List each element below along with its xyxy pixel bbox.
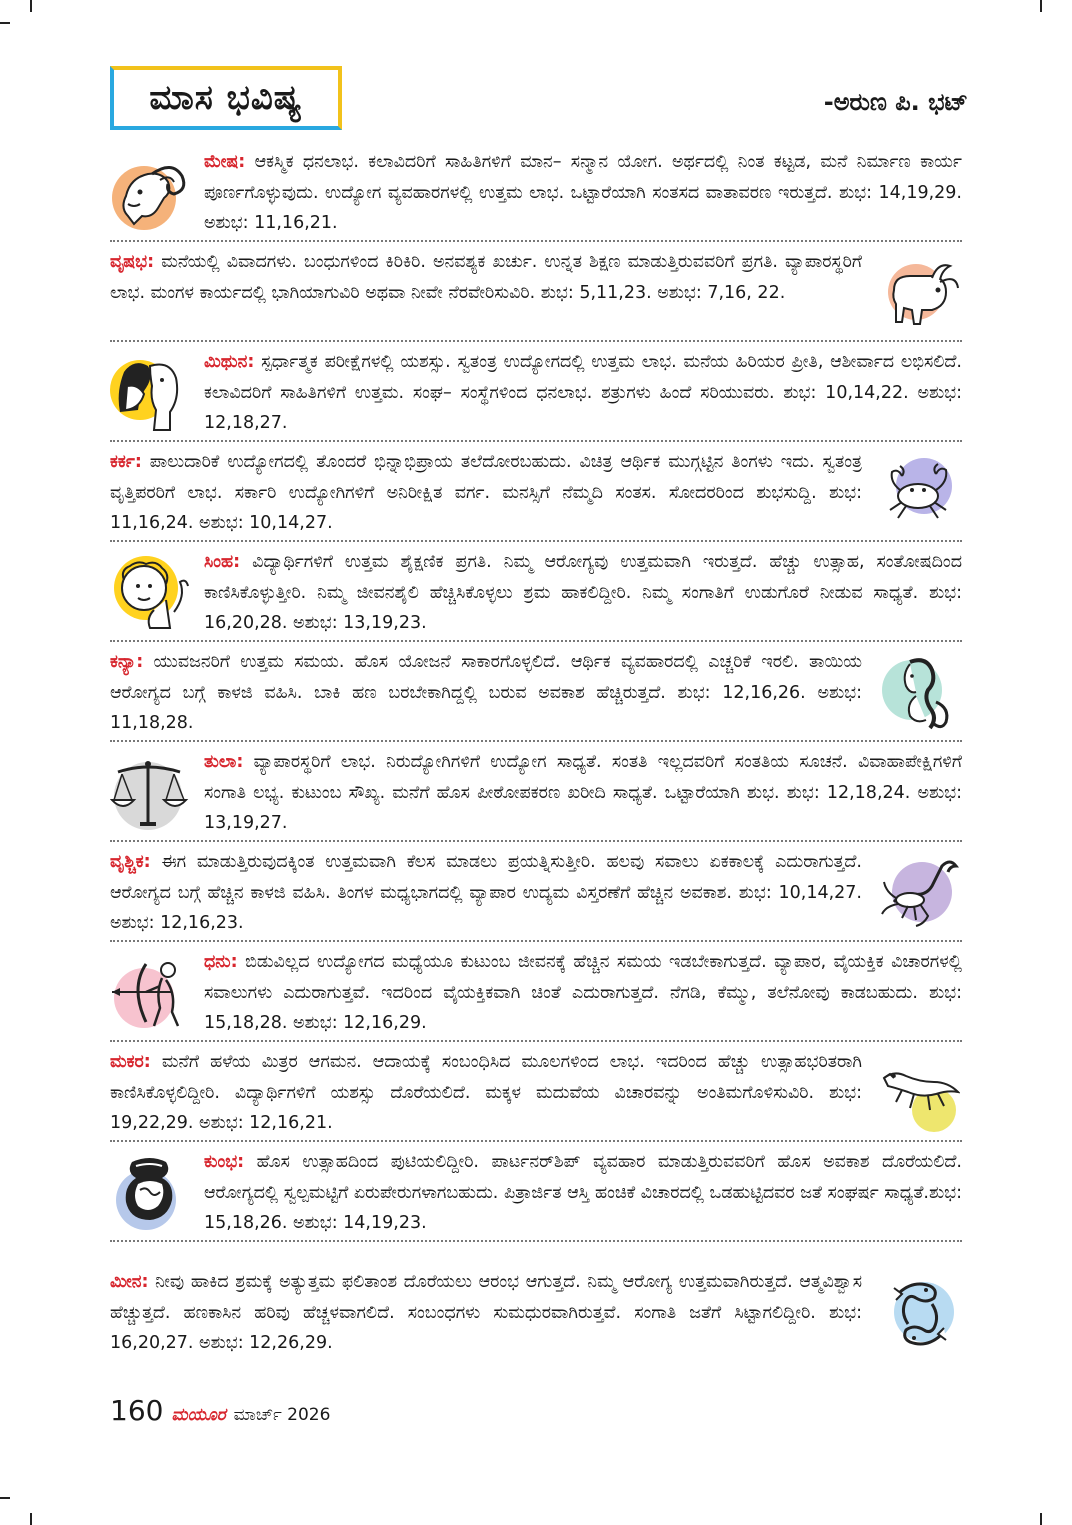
prediction-text: ವ್ಯಾಪಾರಸ್ಥರಿಗೆ ಲಾಭ. ನಿರುದ್ಯೋಗಿಗಳಿಗೆ ಉದ್ಯೋಗ ಸಾಧ್ಯತೆ. ಸಂತತಿ ಇಲ್ಲದವರಿಗೆ ಸಂತತಿಯ ಸೂಚನೆ. ವಿವಾಹಾಪೇಕ್ಷಿಗಳಿಗೆ ಸಂಗಾತಿ ಲಭ್ಯ. ಕುಟುಂಬ ಸೌಖ್ಯ. ಮನೆಗೆ ಹೊಸ ಪೀಠೋಪಕರಣ ಖರೀದಿ ಸಾಧ್ಯತೆ. ಒಟ್ಟಾರೆಯಾಗಿ ಶುಭ. ಶುಭ: 12,18,24. ಅಶುಭ: 13,19,27.	[204, 752, 962, 833]
sign-name: ಮೇಷ:	[204, 152, 246, 172]
bull-icon	[880, 252, 960, 332]
page-footer	[110, 1394, 330, 1427]
horoscope-text	[110, 1267, 862, 1359]
prediction-text: ಪಾಲುದಾರಿಕೆ ಉದ್ಯೋಗದಲ್ಲಿ ತೊಂದರೆ ಭಿನ್ನಾಭಿಪ್ರಾಯ ತಲೆದೋರಬಹುದು. ವಿಚಿತ್ರ ಆರ್ಥಿಕ ಮುಗ್ಗಟ್ಟಿನ ತಿಂಗಳು ಇದು. ಸ್ವತಂತ್ರ ವೃತ್ತಿಪರರಿಗೆ ಲಾಭ. ಸರ್ಕಾರಿ ಉದ್ಯೋಗಿಗಳಿಗೆ ಅನಿರೀಕ್ಷಿತ ವರ್ಗ. ಮನಸ್ಸಿಗೆ ನೆಮ್ಮದಿ ಸಂತಸ. ಸೋದರರಿಂದ ಶುಭಸುದ್ದಿ. ಶುಭ: 11,16,24. ಅಶುಭ: 10,14,27.	[110, 452, 862, 533]
crop-mark	[0, 1497, 10, 1499]
prediction-text: ಮನೆಯಲ್ಲಿ ವಿವಾದಗಳು. ಬಂಧುಗಳಿಂದ ಕಿರಿಕಿರಿ. ಅನವಶ್ಯಕ ಖರ್ಚು. ಉನ್ನತ ಶಿಕ್ಷಣ ಮಾಡುತ್ತಿರುವವರಿಗೆ ಪ್ರಗತಿ. ವ್ಯಾಪಾರಸ್ಥರಿಗೆ ಲಾಭ. ಮಂಗಳ ಕಾರ್ಯದಲ್ಲಿ ಭಾಗಿಯಾಗುವಿರಿ ಅಥವಾ ನೀವೇ ನೆರವೇರಿಸುವಿರಿ. ಶುಭ: 5,11,23. ಅಶುಭ: 7,16, 22.	[110, 252, 862, 303]
crop-mark	[0, 22, 10, 24]
issue-date: ಮಾರ್ಚ್ 2026	[233, 1405, 331, 1425]
prediction-text: ವಿದ್ಯಾರ್ಥಿಗಳಿಗೆ ಉತ್ತಮ ಶೈಕ್ಷಣಿಕ ಪ್ರಗತಿ. ನಿಮ್ಮ ಆರೋಗ್ಯವು ಉತ್ತಮವಾಗಿ ಇರುತ್ತದೆ. ಹೆಚ್ಚು ಉತ್ಸಾಹ, ಸಂತೋಷದಿಂದ ಕಾಣಿಸಿಕೊಳ್ಳುತ್ತೀರಿ. ನಿಮ್ಮ ಜೀವನಶೈಲಿ ಹೆಚ್ಚಿಸಿಕೊಳ್ಳಲು ಶ್ರಮ ಹಾಕಲಿದ್ದೀರಿ. ನಿಮ್ಮ ಸಂಗಾತಿಗೆ ಉಡುಗೊರೆ ನೀಡುವ ಸಾಧ್ಯತೆ. ಶುಭ: 16,20,28. ಅಶುಭ: 13,19,23.	[204, 552, 962, 633]
prediction-text: ಆಕಸ್ಮಿಕ ಧನಲಾಭ. ಕಲಾವಿದರಿಗೆ ಸಾಹಿತಿಗಳಿಗೆ ಮಾನ– ಸನ್ಮಾನ ಯೋಗ. ಅರ್ಥದಲ್ಲಿ ನಿಂತ ಕಟ್ಟಡ, ಮನೆ ನಿರ್ಮಾಣ ಕಾರ್ಯ ಪೂರ್ಣಗೊಳ್ಳುವುದು. ಉದ್ಯೋಗ ವ್ಯವಹಾರಗಳಲ್ಲಿ ಉತ್ತಮ ಲಾಭ. ಒಟ್ಟಾರೆಯಾಗಿ ಸಂತಸದ ವಾತಾವರಣ ಇರುತ್ತದೆ. ಶುಭ: 14,19,29. ಅಶುಭ: 11,16,21.	[204, 152, 962, 233]
horoscope-text	[204, 747, 962, 839]
crocodile-icon	[880, 1052, 960, 1132]
scales-icon	[110, 752, 190, 832]
maiden-icon	[880, 652, 960, 732]
prediction-text: ಬಿಡುವಿಲ್ಲದ ಉದ್ಯೋಗದ ಮಧ್ಯೆಯೂ ಕುಟುಂಬ ಜೀವನಕ್ಕೆ ಹೆಚ್ಚಿನ ಸಮಯ ಇಡಬೇಕಾಗುತ್ತದೆ. ವ್ಯಾಪಾರ, ವೈಯಕ್ತಿಕ ವಿಚಾರಗಳಲ್ಲಿ ಸವಾಲುಗಳು ಎದುರಾಗುತ್ತವೆ. ಇದರಿಂದ ವೈಯಕ್ತಿಕವಾಗಿ ಚಿಂತೆ ಎದುರಾಗುತ್ತದೆ. ನೆಗಡಿ, ಕೆಮ್ಮು, ತಲೆನೋವು ಕಾಡಬಹುದು. ಶುಭ: 15,18,28. ಅಶುಭ: 12,16,29.	[204, 952, 962, 1033]
horoscope-entry	[110, 942, 962, 1042]
horoscope-entry	[110, 842, 962, 942]
horoscope-text	[110, 247, 862, 308]
horoscope-entry	[110, 242, 962, 342]
horoscope-text	[204, 1147, 962, 1239]
twins-icon	[110, 352, 190, 432]
prediction-text: ಸ್ಪರ್ಧಾತ್ಮಕ ಪರೀಕ್ಷೆಗಳಲ್ಲಿ ಯಶಸ್ಸು. ಸ್ವತಂತ್ರ ಉದ್ಯೋಗದಲ್ಲಿ ಉತ್ತಮ ಲಾಭ. ಮನೆಯ ಹಿರಿಯರ ಪ್ರೀತಿ, ಆಶೀರ್ವಾದ ಲಭಿಸಲಿದೆ. ಕಲಾವಿದರಿಗೆ ಸಾಹಿತಿಗಳಿಗೆ ಉತ್ತಮ. ಸಂಘ– ಸಂಸ್ಥೆಗಳಿಂದ ಧನಲಾಭ. ಶತ್ರುಗಳು ಹಿಂದೆ ಸರಿಯುವರು. ಶುಭ: 10,14,22. ಅಶುಭ: 12,18,27.	[204, 352, 962, 433]
sign-name: ಮೀನ:	[110, 1272, 149, 1292]
sign-name: ವೃಶ್ಚಿಕ:	[110, 852, 151, 872]
sign-name: ಧನು:	[204, 952, 238, 972]
prediction-text: ಈಗ ಮಾಡುತ್ತಿರುವುದಕ್ಕಿಂತ ಉತ್ತಮವಾಗಿ ಕೆಲಸ ಮಾಡಲು ಪ್ರಯತ್ನಿಸುತ್ತೀರಿ. ಹಲವು ಸವಾಲು ಏಕಕಾಲಕ್ಕೆ ಎದುರಾಗುತ್ತದೆ. ಆರೋಗ್ಯದ ಬಗ್ಗೆ ಹೆಚ್ಚಿನ ಕಾಳಜಿ ವಹಿಸಿ. ತಿಂಗಳ ಮಧ್ಯಭಾಗದಲ್ಲಿ ವ್ಯಾಪಾರ ಉದ್ಯಮ ವಿಸ್ತರಣೆಗೆ ಹೆಚ್ಚಿನ ಅವಕಾಶ. ಶುಭ: 10,14,27. ಅಶುಭ: 12,16,23.	[110, 852, 862, 933]
crop-mark	[30, 1513, 32, 1525]
water-pot-icon	[110, 1152, 190, 1232]
prediction-text: ಹೊಸ ಉತ್ಸಾಹದಿಂದ ಪುಟಿಯಲಿದ್ದೀರಿ. ಪಾರ್ಟನರ್‌ಶಿಪ್ ವ್ಯವಹಾರ ಮಾಡುತ್ತಿರುವವರಿಗೆ ಹೊಸ ಅವಕಾಶ ದೊರೆಯಲಿದೆ. ಆರೋಗ್ಯದಲ್ಲಿ ಸ್ವಲ್ಪಮಟ್ಟಿಗೆ ಏರುಪೇರುಗಳಾಗಬಹುದು. ಪಿತ್ರಾರ್ಜಿತ ಆಸ್ತಿ ಹಂಚಿಕೆ ವಿಚಾರದಲ್ಲಿ ಒಡಹುಟ್ಟಿದವರ ಜತೆ ಸಂಘರ್ಷ ಸಾಧ್ಯತೆ.ಶುಭ: 15,18,26. ಅಶುಭ: 14,19,23.	[204, 1152, 962, 1233]
horoscope-text	[204, 947, 962, 1039]
horoscope-text	[204, 547, 962, 639]
prediction-text: ನೀವು ಹಾಕಿದ ಶ್ರಮಕ್ಕೆ ಅತ್ಯುತ್ತಮ ಫಲಿತಾಂಶ ದೊರೆಯಲು ಆರಂಭ ಆಗುತ್ತದೆ. ನಿಮ್ಮ ಆರೋಗ್ಯ ಉತ್ತಮವಾಗಿರುತ್ತದೆ. ಆತ್ಮವಿಶ್ವಾಸ ಹೆಚ್ಚುತ್ತದೆ. ಹಣಕಾಸಿನ ಹರಿವು ಹೆಚ್ಚಳವಾಗಲಿದೆ. ಸಂಬಂಧಗಳು ಸುಮಧುರವಾಗಿರುತ್ತವೆ. ಸಂಗಾತಿ ಜತೆಗೆ ಸಿಟ್ಟಾಗಲಿದ್ದೀರಿ. ಶುಭ: 16,20,27. ಅಶುಭ: 12,26,29.	[110, 1272, 862, 1353]
prediction-text: ಮನೆಗೆ ಹಳೆಯ ಮಿತ್ರರ ಆಗಮನ. ಆದಾಯಕ್ಕೆ ಸಂಬಂಧಿಸಿದ ಮೂಲಗಳಿಂದ ಲಾಭ. ಇದರಿಂದ ಹೆಚ್ಚು ಉತ್ಸಾಹಭರಿತರಾಗಿ ಕಾಣಿಸಿಕೊಳ್ಳಲಿದ್ದೀರಿ. ವಿದ್ಯಾರ್ಥಿಗಳಿಗೆ ಯಶಸ್ಸು ದೊರೆಯಲಿದೆ. ಮಕ್ಕಳ ಮದುವೆಯ ವಿಚಾರವನ್ನು ಅಂತಿಮಗೊಳಿಸುವಿರಿ. ಶುಭ: 19,22,29. ಅಶುಭ: 12,16,21.	[110, 1052, 862, 1133]
lion-icon	[110, 552, 190, 632]
sign-name: ಕುಂಭ:	[204, 1152, 245, 1172]
horoscope-entry	[110, 542, 962, 642]
horoscope-text	[110, 447, 862, 539]
horoscope-text	[110, 1047, 862, 1139]
horoscope-entry	[110, 1042, 962, 1142]
horoscope-entry	[110, 142, 962, 242]
sign-name: ಮಿಥುನ:	[204, 352, 255, 372]
scorpion-icon	[880, 852, 960, 932]
crop-mark	[30, 0, 32, 12]
prediction-text: ಯುವಜನರಿಗೆ ಉತ್ತಮ ಸಮಯ. ಹೊಸ ಯೋಜನೆ ಸಾಕಾರಗೊಳ್ಳಲಿದೆ. ಆರ್ಥಿಕ ವ್ಯವಹಾರದಲ್ಲಿ ಎಚ್ಚರಿಕೆ ಇರಲಿ. ತಾಯಿಯ ಆರೋಗ್ಯದ ಬಗ್ಗೆ ಕಾಳಜಿ ವಹಿಸಿ. ಬಾಕಿ ಹಣ ಬರಬೇಕಾಗಿದ್ದಲ್ಲಿ ಬರುವ ಅವಕಾಶ ಹೆಚ್ಚಿರುತ್ತದೆ. ಶುಭ: 12,16,26. ಅಶುಭ: 11,18,28.	[110, 652, 862, 733]
sign-name: ತುಲಾ:	[204, 752, 244, 772]
horoscope-entry	[110, 342, 962, 442]
horoscope-text	[110, 647, 862, 739]
archer-icon	[110, 952, 190, 1032]
page-title: ಮಾಸ ಭವಿಷ್ಯ	[149, 78, 303, 118]
crop-mark	[1040, 1513, 1042, 1525]
horoscope-entry	[110, 1262, 962, 1362]
ram-icon	[110, 152, 190, 232]
horoscope-entry	[110, 1142, 962, 1242]
crab-icon	[880, 452, 960, 532]
sign-name: ಕರ್ಕ:	[110, 452, 142, 472]
fish-icon	[880, 1272, 960, 1352]
sign-name: ಸಿಂಹ:	[204, 552, 241, 572]
sign-name: ವೃಷಭ:	[110, 252, 155, 272]
sign-name: ಮಕರ:	[110, 1052, 151, 1072]
horoscope-entry	[110, 742, 962, 842]
page-number: 160	[110, 1394, 164, 1427]
title-box	[110, 66, 342, 130]
horoscope-text	[204, 147, 962, 239]
horoscope-entry	[110, 642, 962, 742]
sign-name: ಕನ್ಯಾ:	[110, 652, 144, 672]
crop-mark	[1040, 0, 1042, 12]
horoscope-text	[204, 347, 962, 439]
horoscope-text	[110, 847, 862, 939]
horoscope-entry	[110, 442, 962, 542]
author-byline: -ಅರುಣ ಪಿ. ಭಟ್	[823, 88, 968, 116]
magazine-logo: ಮಯೂರ	[171, 1405, 226, 1425]
